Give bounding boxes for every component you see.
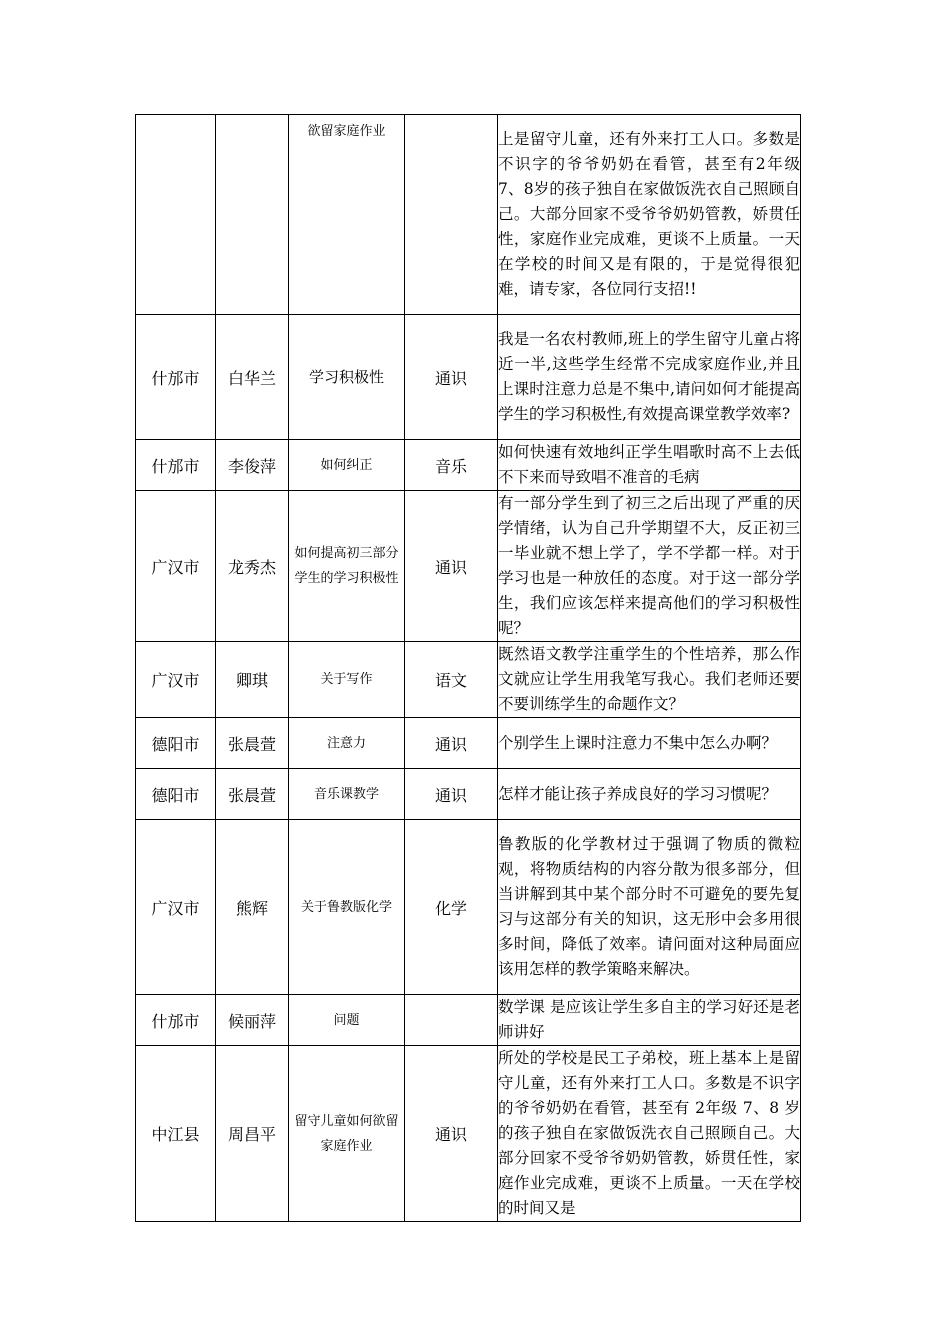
table-row [136, 820, 801, 995]
content-cell: 如何快速有效地纠正学生唱歌时高不上去低不下来而导致唱不准音的毛病 [498, 440, 801, 491]
topic-cell: 欲留家庭作业 [289, 115, 405, 315]
content-cell: 所处的学校是民工子弟校，班上基本上是留守儿童，还有外来打工人口。多数是不识字的爷爷奶奶在看管，甚至有 2年级 7、8 岁的孩子独自在家做饭洗衣自己照顾自己。大部分回家不受爷爷奶奶管教，娇贯任性，家庭作业完成难，更谈不上质量。一天在学校的时间又是 [498, 1046, 801, 1222]
subject-cell: 通识 [405, 491, 498, 642]
content-cell: 既然语文教学注重学生的个性培养，那么作文就应让学生用我笔写我心。我们老师还要不要训练学生的命题作文？ [498, 642, 801, 718]
city-cell: 广汉市 [136, 642, 216, 718]
subject-cell: 语文 [405, 642, 498, 718]
content-cell: 上是留守儿童，还有外来打工人口。多数是不识字的爷爷奶奶在看管，甚至有2年级 7、8岁的孩子独自在家做饭洗衣自己照顾自己。大部分回家不受爷爷奶奶管教，娇贯任性，家庭作业完成难，更谈不上质量。一天在学校的时间又是有限的，于是觉得很犯难，请专家，各位同行支招!! [498, 115, 801, 315]
city-cell: 德阳市 [136, 769, 216, 820]
subject-cell: 通识 [405, 769, 498, 820]
topic-cell: 如何纠正 [289, 440, 405, 491]
city-cell: 什邡市 [136, 995, 216, 1046]
city-cell: 德阳市 [136, 718, 216, 769]
content-cell: 个别学生上课时注意力不集中怎么办啊？ [498, 718, 801, 769]
subject-cell: 音乐 [405, 440, 498, 491]
topic-cell: 如何提高初三部分学生的学习积极性 [289, 491, 405, 642]
topic-cell: 关于写作 [289, 642, 405, 718]
content-cell: 鲁教版的化学教材过于强调了物质的微粒观，将物质结构的内容分散为很多部分，但当讲解到其中某个部分时不可避免的要先复习与这部分有关的知识，这无形中会多用很多时间，降低了效率。请问面对这种局面应该用怎样的教学策略来解决。 [498, 820, 801, 995]
question-table [135, 114, 801, 1222]
table-row [136, 115, 801, 315]
subject-cell: 通识 [405, 315, 498, 440]
table-row [136, 718, 801, 769]
topic-cell: 关于鲁教版化学 [289, 820, 405, 995]
name-cell: 熊辉 [216, 820, 289, 995]
city-cell: 中江县 [136, 1046, 216, 1222]
name-cell: 周昌平 [216, 1046, 289, 1222]
city-cell: 什邡市 [136, 440, 216, 491]
subject-cell [405, 995, 498, 1046]
topic-cell: 学习积极性 [289, 315, 405, 440]
topic-cell: 留守儿童如何欲留家庭作业 [289, 1046, 405, 1222]
subject-cell: 通识 [405, 1046, 498, 1222]
name-cell: 李俊萍 [216, 440, 289, 491]
table-row [136, 491, 801, 642]
content-cell: 我是一名农村教师,班上的学生留守儿童占将近一半,这些学生经常不完成家庭作业,并且上课时注意力总是不集中,请问如何才能提高学生的学习积极性,有效提高课堂教学效率? [498, 315, 801, 440]
subject-cell: 化学 [405, 820, 498, 995]
name-cell: 候丽萍 [216, 995, 289, 1046]
table-row [136, 1046, 801, 1222]
name-cell: 张晨萱 [216, 769, 289, 820]
city-cell: 广汉市 [136, 491, 216, 642]
topic-cell: 注意力 [289, 718, 405, 769]
subject-cell: 通识 [405, 718, 498, 769]
topic-cell: 音乐课教学 [289, 769, 405, 820]
name-cell [216, 115, 289, 315]
subject-cell [405, 115, 498, 315]
city-cell: 什邡市 [136, 315, 216, 440]
table-row [136, 995, 801, 1046]
name-cell: 白华兰 [216, 315, 289, 440]
table-row [136, 769, 801, 820]
name-cell: 卿琪 [216, 642, 289, 718]
name-cell: 张晨萱 [216, 718, 289, 769]
table-row [136, 315, 801, 440]
table-row [136, 440, 801, 491]
name-cell: 龙秀杰 [216, 491, 289, 642]
city-cell [136, 115, 216, 315]
topic-cell: 问题 [289, 995, 405, 1046]
content-cell: 有一部分学生到了初三之后出现了严重的厌学情绪，认为自己升学期望不大，反正初三一毕业就不想上学了，学不学都一样。对于学习也是一种放任的态度。对于这一部分学生，我们应该怎样来提高他们的学习积极性呢？ [498, 491, 801, 642]
content-cell: 数学课 是应该让学生多自主的学习好还是老师讲好 [498, 995, 801, 1046]
content-cell: 怎样才能让孩子养成良好的学习习惯呢？ [498, 769, 801, 820]
city-cell: 广汉市 [136, 820, 216, 995]
table-row [136, 642, 801, 718]
